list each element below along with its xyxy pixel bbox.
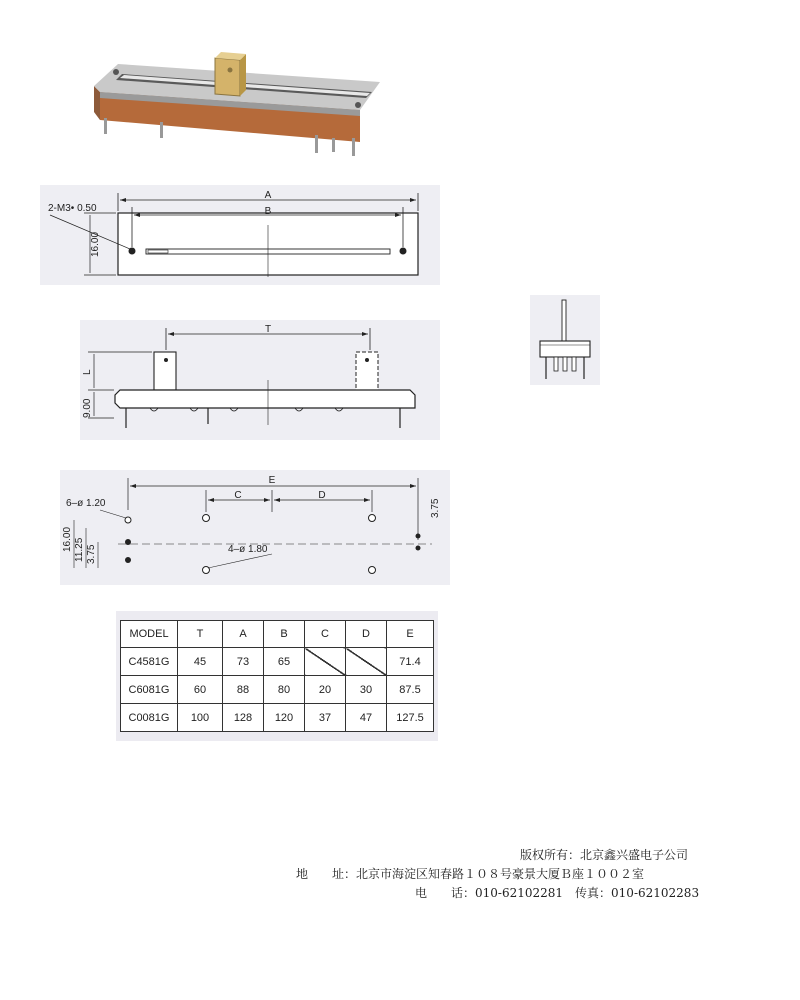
side-view-drawing xyxy=(80,320,440,440)
cell-b: 80 xyxy=(264,676,305,704)
footprint-drawing xyxy=(60,470,450,585)
pitch-375-right-label: 3.75 xyxy=(430,498,441,518)
col-header-t: T xyxy=(178,621,223,648)
col-header-a: A xyxy=(223,621,264,648)
cell-d-blank xyxy=(346,648,387,676)
footer-address: 地 址：北京市海淀区知春路１０８号豪景大厦Ｂ座１００２室 xyxy=(296,867,645,881)
cell-model: C4581G xyxy=(121,648,178,676)
end-view-drawing xyxy=(530,295,600,385)
spec-table xyxy=(120,620,434,732)
cell-t: 60 xyxy=(178,676,223,704)
dim-a-label: A xyxy=(264,190,272,201)
side-16-label: 16.00 xyxy=(62,526,73,552)
table-row xyxy=(121,704,434,732)
dim-d-label: D xyxy=(318,490,326,501)
cell-d: 30 xyxy=(346,676,387,704)
cell-c-blank xyxy=(305,648,346,676)
dim-b-label: B xyxy=(264,206,272,217)
cell-t: 100 xyxy=(178,704,223,732)
col-header-d: D xyxy=(346,621,387,648)
footer-copyright: 版权所有：北京鑫兴盛电子公司 xyxy=(520,848,689,862)
cell-e: 87.5 xyxy=(387,676,434,704)
table-row xyxy=(121,648,434,676)
cell-b: 120 xyxy=(264,704,305,732)
dim-l-label: L xyxy=(82,369,93,375)
cell-e: 71.4 xyxy=(387,648,434,676)
col-header-model: MODEL xyxy=(121,621,178,648)
cell-e: 127.5 xyxy=(387,704,434,732)
height-9-label: 9.00 xyxy=(82,398,93,418)
side-1125-label: 11.25 xyxy=(74,537,85,562)
cell-model: C0081G xyxy=(121,704,178,732)
col-header-e: E xyxy=(387,621,434,648)
cell-model: C6081G xyxy=(121,676,178,704)
table-row xyxy=(121,676,434,704)
cell-c: 20 xyxy=(305,676,346,704)
footer-phone: 电 话：010-62102281 传真：010-62102283 xyxy=(415,886,700,900)
cell-t: 45 xyxy=(178,648,223,676)
dim-t-label: T xyxy=(264,324,272,335)
dim-e-label: E xyxy=(268,475,276,486)
col-header-b: B xyxy=(264,621,305,648)
pins-four-label: 4–ø 1.80 xyxy=(228,544,268,555)
cell-a: 73 xyxy=(223,648,264,676)
mount-holes-label: 2-M3• 0.50 xyxy=(48,203,97,214)
dim-c-label: C xyxy=(234,490,242,501)
cell-a: 128 xyxy=(223,704,264,732)
top-view-drawing xyxy=(40,185,440,285)
cell-b: 65 xyxy=(264,648,305,676)
side-375-label: 3.75 xyxy=(86,544,97,564)
col-header-c: C xyxy=(305,621,346,648)
pins-six-label: 6–ø 1.20 xyxy=(66,498,106,509)
height-16-label: 16.00 xyxy=(90,231,101,257)
cell-c: 37 xyxy=(305,704,346,732)
product-photo xyxy=(90,50,380,160)
table-header-row xyxy=(121,621,434,648)
cell-d: 47 xyxy=(346,704,387,732)
cell-a: 88 xyxy=(223,676,264,704)
